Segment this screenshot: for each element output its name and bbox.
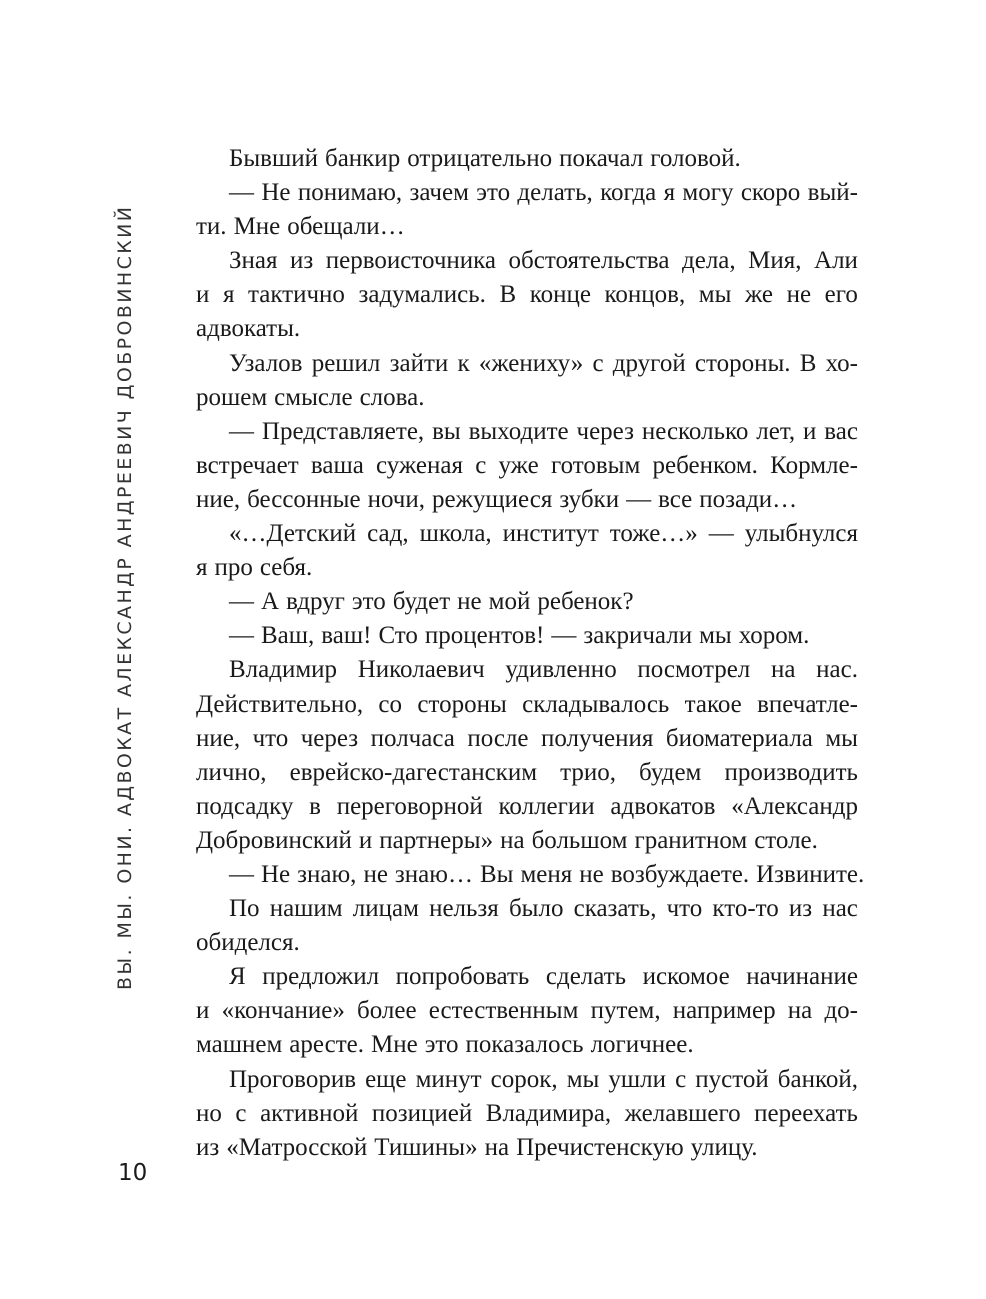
word: Добровинский xyxy=(196,826,352,854)
text-line xyxy=(196,381,858,415)
word: зубки xyxy=(559,485,620,513)
word: минут xyxy=(415,1065,482,1093)
page-number: 10 xyxy=(118,1160,148,1186)
word: ние, xyxy=(196,724,241,752)
word: Николаевич xyxy=(357,656,485,684)
word: на xyxy=(787,997,813,1025)
word: меня xyxy=(520,860,573,888)
text-line xyxy=(196,824,858,858)
word: что xyxy=(252,724,289,752)
word: на xyxy=(484,1133,510,1161)
word: биоматериала xyxy=(665,724,813,752)
word: отрицательно xyxy=(407,145,553,172)
word: Зная xyxy=(229,247,278,275)
text-line xyxy=(196,449,858,483)
word: Тишины» xyxy=(374,1133,478,1161)
word: «Матросской xyxy=(226,1133,368,1161)
word: концов, xyxy=(604,281,686,309)
word: еврейско-дагестанским xyxy=(289,758,538,786)
word: сорок, xyxy=(490,1065,558,1093)
word: но xyxy=(196,1099,222,1127)
word: будет xyxy=(392,588,451,616)
word: улыбнулся xyxy=(744,520,858,548)
word: кто-то xyxy=(712,895,779,923)
word: и xyxy=(803,417,817,445)
word: будем xyxy=(639,758,702,786)
word: получения xyxy=(540,724,654,752)
word: нашим xyxy=(269,895,343,923)
word: это xyxy=(424,1031,459,1059)
word: не xyxy=(579,860,604,888)
word: я xyxy=(196,554,208,582)
word: В xyxy=(499,281,517,309)
word: желавшего xyxy=(624,1099,741,1127)
text-line xyxy=(196,210,858,244)
word: нас xyxy=(822,895,858,923)
word: мой xyxy=(488,588,531,616)
word: ребенком. xyxy=(652,451,758,479)
word: лично, xyxy=(196,758,267,786)
word: мы xyxy=(566,1065,600,1093)
text-line xyxy=(196,858,865,892)
word: вдруг xyxy=(286,588,345,616)
word: несколько xyxy=(641,417,749,445)
word: ваша xyxy=(310,451,364,479)
word: полчаса xyxy=(370,724,455,752)
word: в xyxy=(309,792,321,820)
word: могу xyxy=(682,179,734,207)
text-line xyxy=(196,619,858,653)
word: банкир xyxy=(324,145,401,172)
word: Ваш, xyxy=(261,622,315,650)
word: делать, xyxy=(517,179,593,207)
word: естественным xyxy=(428,997,579,1025)
text-line xyxy=(196,585,858,619)
word: про xyxy=(214,554,253,582)
word: закричали xyxy=(583,622,693,650)
text-line xyxy=(196,415,858,449)
word: ние, xyxy=(196,485,241,513)
word: что xyxy=(666,895,703,923)
word: По xyxy=(229,895,260,923)
word: столе. xyxy=(754,826,818,854)
word: смысле xyxy=(274,383,353,411)
text-line xyxy=(196,176,858,210)
word: себя. xyxy=(259,554,313,582)
word: после xyxy=(467,724,529,752)
word: улицу. xyxy=(690,1133,758,1161)
word: мы xyxy=(698,281,732,309)
word: позицией xyxy=(371,1099,473,1127)
word: это xyxy=(476,179,511,207)
word: Вы xyxy=(479,860,514,888)
word: возбуждаете. xyxy=(610,860,750,888)
word: лет, xyxy=(756,417,796,445)
word: же xyxy=(744,281,774,309)
word: вый- xyxy=(807,179,858,207)
word: «…Детский xyxy=(229,520,357,548)
word: Бывший xyxy=(229,145,318,172)
word: когда xyxy=(600,179,657,207)
word: с xyxy=(592,349,604,377)
word: искомое xyxy=(642,963,730,991)
text-line xyxy=(196,994,858,1028)
word: встречает xyxy=(196,451,299,479)
word: другой xyxy=(612,349,686,377)
word: складывалось xyxy=(522,690,670,718)
word: Мне xyxy=(370,1031,418,1059)
word: скоро xyxy=(740,179,801,207)
word: все xyxy=(658,485,693,513)
word: готовым xyxy=(550,451,641,479)
text-line xyxy=(196,688,858,722)
text-line xyxy=(196,347,858,381)
word: Сто xyxy=(378,622,418,650)
word: первоисточника xyxy=(325,247,497,275)
word: «кончание» xyxy=(221,997,345,1025)
word: — xyxy=(229,588,254,616)
word: Мия, xyxy=(748,247,802,275)
word: через xyxy=(300,724,359,752)
word: коллегии xyxy=(498,792,595,820)
text-line xyxy=(196,244,858,278)
word: из xyxy=(290,247,314,275)
word: знаю… xyxy=(394,860,473,888)
word: институт xyxy=(502,520,599,548)
word: впечатле- xyxy=(757,690,858,718)
text-line xyxy=(196,653,858,687)
word: Извините. xyxy=(756,860,865,888)
word: А xyxy=(261,588,280,616)
body-text xyxy=(196,142,865,1165)
word: более xyxy=(357,997,417,1025)
word: на xyxy=(500,826,525,854)
word: подсадку xyxy=(196,792,294,820)
word: стороны xyxy=(417,690,507,718)
text-line xyxy=(196,892,858,926)
word: обиделся. xyxy=(196,929,300,957)
word: Узалов xyxy=(229,349,303,377)
word: и xyxy=(196,281,210,309)
word: уже xyxy=(498,451,539,479)
word: Не xyxy=(261,179,291,207)
word: переехать xyxy=(754,1099,858,1127)
word: вас xyxy=(824,417,858,445)
word: на xyxy=(770,656,796,684)
word: и xyxy=(358,826,373,854)
word: В xyxy=(799,349,817,377)
word: школа, xyxy=(419,520,492,548)
word: хо- xyxy=(825,349,858,377)
word: покачал xyxy=(559,145,644,172)
word: Проговорив xyxy=(229,1065,357,1093)
text-line xyxy=(196,312,858,346)
word: банкой, xyxy=(777,1065,858,1093)
word: обещали… xyxy=(287,213,405,241)
word: суженая xyxy=(376,451,463,479)
word: и xyxy=(196,997,210,1025)
text-line xyxy=(196,483,858,517)
word: адвокатов xyxy=(610,792,716,820)
text-line xyxy=(196,722,858,756)
text-line xyxy=(196,551,858,585)
word: путем, xyxy=(590,997,661,1025)
word: рошем xyxy=(196,383,268,411)
word: из xyxy=(196,1133,220,1161)
word: не xyxy=(363,860,388,888)
word: позади… xyxy=(699,485,798,513)
text-line xyxy=(196,790,858,824)
word: до- xyxy=(824,997,858,1025)
word: партнеры» xyxy=(379,826,494,854)
word: зайти xyxy=(389,349,449,377)
word: адвокаты. xyxy=(196,315,301,343)
text-line xyxy=(196,1028,858,1062)
text-line xyxy=(196,1063,858,1097)
word: активной xyxy=(260,1099,359,1127)
text-line xyxy=(196,1131,858,1165)
word: нельзя xyxy=(429,895,499,923)
text-line xyxy=(196,926,858,960)
word: сделать xyxy=(545,963,627,991)
word: — xyxy=(626,485,652,513)
word: «Александр xyxy=(731,792,858,820)
word: машнем xyxy=(196,1031,283,1059)
word: вы xyxy=(432,417,461,445)
word: — xyxy=(229,179,254,207)
text-line xyxy=(196,1097,858,1131)
word: сад, xyxy=(367,520,409,548)
word: такое xyxy=(684,690,742,718)
word: мы xyxy=(699,622,732,650)
word: Кормле- xyxy=(770,451,858,479)
word: конце xyxy=(529,281,591,309)
word: не xyxy=(457,588,482,616)
word: ти. xyxy=(196,213,227,241)
word: слова. xyxy=(359,383,425,411)
word: режущиеся xyxy=(432,485,553,513)
word: хором. xyxy=(738,622,810,650)
word: показалось xyxy=(465,1031,584,1059)
word: понимаю, xyxy=(297,179,403,207)
text-line xyxy=(196,960,858,994)
word: посмотрел xyxy=(637,656,751,684)
word: попробовать xyxy=(395,963,530,991)
word: Представляете, xyxy=(261,417,425,445)
word: знаю, xyxy=(297,860,357,888)
word: пустой xyxy=(695,1065,769,1093)
word: Али xyxy=(814,247,858,275)
word: ребенок? xyxy=(537,588,634,616)
word: из xyxy=(788,895,813,923)
word: — xyxy=(229,417,254,445)
word: «жениху» xyxy=(478,349,584,377)
word: — xyxy=(229,860,254,888)
word: выходите xyxy=(468,417,569,445)
word: Владимира, xyxy=(485,1099,612,1127)
word: не xyxy=(786,281,812,309)
word: с xyxy=(235,1099,247,1127)
word: ушли xyxy=(608,1065,667,1093)
text-line xyxy=(196,142,858,176)
text-line xyxy=(196,517,858,551)
word: Действительно, xyxy=(196,690,364,718)
running-header: ВЫ. МЫ. ОНИ. АДВОКАТ АЛЕКСАНДР АНДРЕЕВИЧ ДОБРОВИНСКИЙ xyxy=(114,204,136,990)
word: большом xyxy=(531,826,628,854)
word: обстоятельства xyxy=(508,247,670,275)
word: начинание xyxy=(746,963,858,991)
word: — xyxy=(551,622,577,650)
word: Мне xyxy=(233,213,281,241)
word: процентов! xyxy=(424,622,545,650)
word: логичнее. xyxy=(590,1031,694,1059)
word: я xyxy=(663,179,676,207)
word: со xyxy=(378,690,403,718)
word: переговорной xyxy=(336,792,483,820)
word: лицам xyxy=(352,895,419,923)
word: Не xyxy=(261,860,291,888)
word: головой. xyxy=(650,145,741,172)
word: удивленно xyxy=(505,656,617,684)
word: к xyxy=(457,349,470,377)
word: через xyxy=(576,417,634,445)
word: — xyxy=(229,622,254,650)
word: ночи, xyxy=(367,485,425,513)
word: тоже…» xyxy=(609,520,698,548)
word: например xyxy=(672,997,776,1025)
word: нас. xyxy=(816,656,858,684)
word: я xyxy=(222,281,235,309)
word: его xyxy=(824,281,858,309)
word: Пречистенскую xyxy=(516,1133,684,1161)
word: Я xyxy=(229,963,246,991)
word: с xyxy=(475,451,487,479)
word: аресте. xyxy=(289,1031,364,1059)
word: бессонные xyxy=(247,485,361,513)
word: производить xyxy=(724,758,858,786)
word: стороны. xyxy=(694,349,791,377)
word: зачем xyxy=(409,179,469,207)
word: трио, xyxy=(560,758,616,786)
word: решил xyxy=(311,349,381,377)
word: задумались. xyxy=(358,281,486,309)
word: сказать, xyxy=(573,895,657,923)
word: с xyxy=(675,1065,687,1093)
word: еще xyxy=(365,1065,407,1093)
word: гранитном xyxy=(634,826,748,854)
word: ваш! xyxy=(321,622,372,650)
text-line xyxy=(196,278,858,312)
word: тактично xyxy=(248,281,345,309)
word: предложил xyxy=(262,963,380,991)
text-line xyxy=(196,756,858,790)
word: было xyxy=(508,895,564,923)
word: Владимир xyxy=(229,656,338,684)
word: — xyxy=(708,520,734,548)
word: это xyxy=(351,588,386,616)
word: дела, xyxy=(682,247,736,275)
word: мы xyxy=(825,724,858,752)
